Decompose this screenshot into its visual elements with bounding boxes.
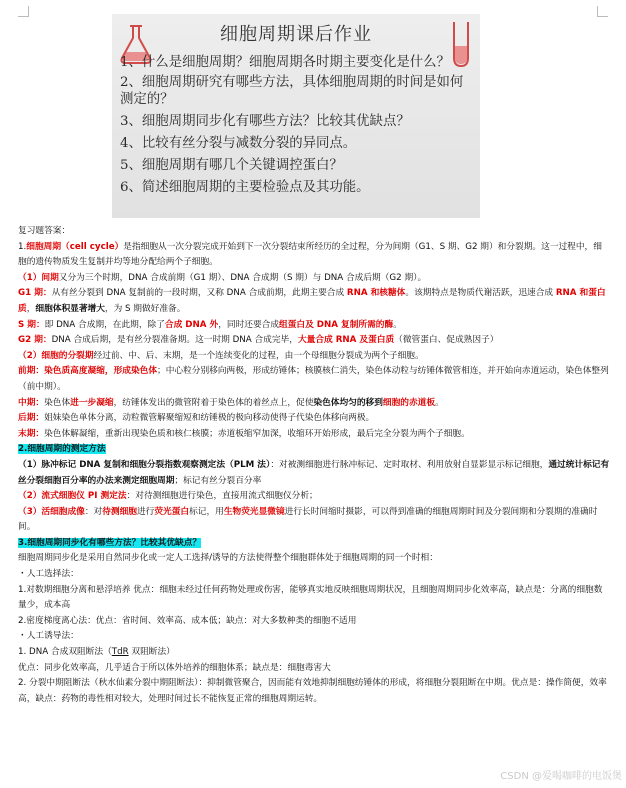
telophase-label: 末期： — [18, 428, 45, 439]
plm-method-label: （1）脉冲标记 DNA 复制和细胞分裂指数观察测定法（PLM 法） — [18, 459, 271, 470]
question-6: 6、简述细胞周期的主要检验点及其功能。 — [120, 180, 370, 195]
method-item-3-pros-cons: 优点：同步化效率高，几乎适合于所以体外培养的细胞体系；缺点是：细胞毒害大 — [18, 662, 331, 673]
mitotic-phase-paragraph: （2）细胞的分裂期经过前、中、后、末期，是一个连续变化的过程，由一个母细胞分裂成为两个子细胞。 — [18, 350, 424, 361]
question-3: 3、细胞周期同步化有哪些方法？比较其优缺点？ — [120, 114, 410, 129]
live-imaging-label: （3）活细胞成像 — [18, 506, 85, 517]
section-2-heading-line — [18, 442, 610, 458]
section-2-heading: 2.细胞周期的测定方法 — [18, 444, 106, 455]
s-phase-paragraph: S 期：即 DNA 合成期，在此期，除了合成 DNA 外，同时还要合成组蛋白及 DNA 复制所需的酶。 — [18, 319, 402, 330]
question-1: 1、什么是细胞周期？细胞周期各时期主要变化是什么？ — [120, 55, 450, 70]
live-imaging-paragraph: （3）活细胞成像：对待测细胞进行荧光蛋白标记，用生物荧光显微镜进行长时间缩时摄影，可以得到准确的细胞周期时间及分裂间期和分裂期的准确时间。 — [18, 506, 598, 533]
method-item-2: 2.密度梯度离心法：优点：省时间、效率高、成本低；缺点：对大多数种类的细胞不适用 — [18, 615, 357, 626]
s-phase-label: S 期： — [18, 319, 45, 330]
section-3-heading-line — [18, 536, 610, 552]
interphase-paragraph: （1）间期又分为三个时期，DNA 合成前期（G1 期）、DNA 合成期（S 期）与 DNA 合成后期（G2 期）。 — [18, 272, 427, 283]
csdn-watermark: CSDN @爱喝咖啡的电饭煲 — [500, 771, 622, 782]
interphase-label: （1）间期 — [18, 272, 59, 283]
prophase-paragraph: 前期：染色质高度凝缩，形成染色体；中心粒分别移向两极，形成纺锤体；核膜核仁消失，染色体动粒与纺锤体微管相连，并开始向赤道运动，染色体整列（前中期）。 — [18, 366, 609, 392]
answer-content — [18, 224, 610, 707]
method-item-3: 1. DNA 合成双阻断法（TdR 双阻断法） — [18, 647, 175, 658]
anaphase-paragraph: 后期：姐妹染色单体分离，动粒微管解聚缩短和纺锤极的极向移动使得子代染色体移向两极。 — [18, 413, 375, 424]
anaphase-label: 后期： — [18, 413, 45, 424]
page-corner-mark-left — [18, 6, 29, 17]
term-cell-cycle: 细胞周期（cell cycle） — [26, 241, 124, 252]
question-4: 4、比较有丝分裂与减数分裂的异同点。 — [120, 136, 357, 151]
induced-method-label: ・人工诱导法： — [18, 631, 79, 642]
homework-banner-image — [112, 14, 480, 218]
method-item-4: 2. 分裂中期阻断法（秋水仙素分裂中期阻断法）：抑制微管聚合，因而能有效地抑制细胞纺锤体的形成，将细胞分裂阻断在中期。优点是：操作简便，效率高，缺点：药物的毒性相对较大，处理时间过长不能恢复正常的细胞周期运转。 — [18, 678, 607, 704]
flow-cytometry-label: （2）流式细胞仪 PI 测定法 — [18, 491, 127, 502]
question-2: 2、细胞周期研究有哪些方法，具体细胞周期的时间是如何测定的？ — [120, 75, 464, 107]
telophase-paragraph: 末期：染色体解凝缩，重新出现染色质和核仁核膜；赤道板缩窄加深，收缩环开始形成，最后完全分裂为两个子细胞。 — [18, 428, 470, 439]
plm-method-paragraph: （1）脉冲标记 DNA 复制和细胞分裂指数观察测定法（PLM 法）：对被测细胞进行脉冲标记、定时取材、利用放射自显影显示标记细胞，通过统计标记有丝分裂细胞百分率的办法来测定细胞周期；标记有丝分裂百分率 — [18, 459, 610, 486]
g1-label: G1 期： — [18, 288, 52, 299]
g2-label: G2 期： — [18, 335, 52, 346]
page-corner-mark-right — [597, 6, 608, 17]
g1-paragraph: G1 期：从有丝分裂到 DNA 复制前的一段时期，又称 DNA 合成前期，此期主要合成 RNA 和核糖体。该期特点是物质代谢活跃，迅速合成 RNA 和蛋白质，细胞体积显著增大，为 S 期做好准备。 — [18, 288, 606, 314]
natural-selection-label: ・人工选择法： — [18, 569, 79, 580]
cell-cycle-definition: 1.细胞周期（cell cycle）是指细胞从一次分裂完成开始到下一次分裂结束所经历的全过程，分为间期（G1、S 期、G2 期）和分裂期。这一过程中，细胞的遗传物质发生复制并均等地分配给两个子细胞。 — [18, 241, 602, 268]
answers-heading: 复习题答案： — [18, 226, 71, 236]
banner-title: 细胞周期课后作业 — [220, 24, 372, 45]
flow-cytometry-paragraph: （2）流式细胞仪 PI 测定法：对待测细胞进行染色，直接用流式细胞仪分析； — [18, 491, 318, 502]
question-list — [120, 52, 472, 199]
prophase-label: 前期： — [18, 366, 45, 377]
mitotic-phase-label: （2）细胞的分裂期 — [18, 350, 94, 361]
metaphase-paragraph: 中期：染色体进一步凝缩，纺锤体发出的微管附着于染色体的着丝点上，促使染色体均匀的移到细胞的赤道板。 — [18, 397, 444, 408]
question-5: 5、细胞周期有哪几个关键调控蛋白？ — [120, 158, 343, 173]
metaphase-label: 中期： — [18, 397, 45, 408]
section-3-heading: 3.细胞周期同步化有哪些方法？比较其优缺点？ — [18, 537, 202, 548]
g2-paragraph: G2 期：DNA 合成后期，是有丝分裂准备期。这一时期 DNA 合成完毕，大量合成 RNA 及蛋白质（微管蛋白、促成熟因子） — [18, 335, 499, 346]
method-item-1: 1.对数期细胞分离和悬浮培养 优点：细胞未经过任何药物处理或伤害，能够真实地反映细胞周期状况，且细胞周期同步化效率高，缺点是：分离的细胞数量少，成本高 — [18, 584, 603, 611]
synchronization-intro: 细胞周期同步化是采用自然同步化或一定人工选择/诱导的方法使得整个细胞群体处于细胞周期的同一个时相： — [18, 553, 438, 564]
